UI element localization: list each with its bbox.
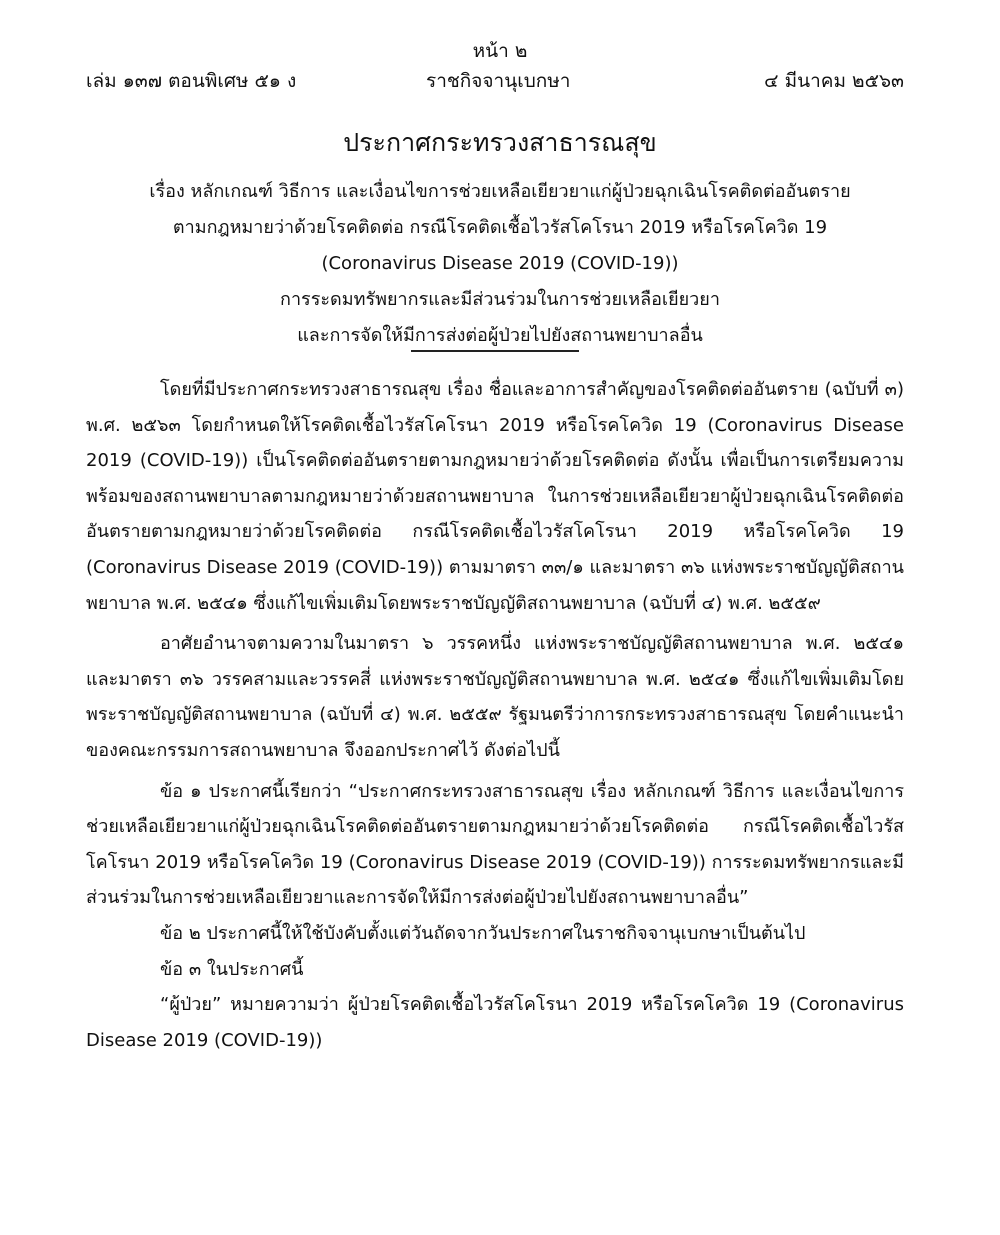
announcement-title-block [0,126,1000,354]
preamble-paragraph: โดยที่มีประกาศกระทรวงสาธารณสุข เรื่อง ชื่อและอาการสำคัญของโรคติดต่ออันตราย (ฉบับที่ ๓) พ.ศ. ๒๕๖๓ โดยกำหนดให้โรคติดเชื้อไวรัสโคโรนา 2019 หรือโรคโควิด 19 (Coronavirus Disease 2019 (COVID-19)) เป็นโรคติดต่ออันตรายตามกฎหมายว่าด้วยโรคติดต่อ ดังนั้น เพื่อเป็นการเตรียมความพร้อมของสถานพยาบาลตามกฎหมายว่าด้วยสถานพยาบาล ในการช่วยเหลือเยียวยาผู้ป่วยฉุกเฉินโรคติดต่ออันตรายตามกฎหมายว่าด้วยโรคติดต่อ กรณีโรคติดเชื้อไวรัสโคโรนา 2019 หรือโรคโควิด 19 (Coronavirus Disease 2019 (COVID-19)) ตามมาตรา ๓๓/๑ และมาตรา ๓๖ แห่งพระราชบัญญัติสถานพยาบาล พ.ศ. ๒๕๔๑ ซึ่งแก้ไขเพิ่มเติมโดยพระราชบัญญัติสถานพยาบาล (ฉบับที่ ๔) พ.ศ. ๒๕๕๙ [86,379,904,614]
announcement-title: ประกาศกระทรวงสาธารณสุข [343,128,657,157]
publication-date: ๔ มีนาคม ๒๕๖๓ [764,70,904,92]
subject-line: และการจัดให้มีการส่งต่อผู้ป่วยไปยังสถานพยาบาลอื่น [297,325,703,346]
subject-line: เรื่อง หลักเกณฑ์ วิธีการ และเงื่อนไขการช่วยเหลือเยียวยาแก่ผู้ป่วยฉุกเฉินโรคติดต่ออันตราย [149,181,851,202]
gazette-name: ราชกิจจานุเบกษา [426,70,571,92]
authority-paragraph: อาศัยอำนาจตามความในมาตรา ๖ วรรคหนึ่ง แห่งพระราชบัญญัติสถานพยาบาล พ.ศ. ๒๕๔๑ และมาตรา ๓๖ วรรคสามและวรรคสี่ แห่งพระราชบัญญัติสถานพยาบาล พ.ศ. ๒๕๔๑ ซึ่งแก้ไขเพิ่มเติมโดยพระราชบัญญัติสถานพยาบาล (ฉบับที่ ๔) พ.ศ. ๒๕๕๙ รัฐมนตรีว่าการกระทรวงสาธารณสุข โดยคำแนะนำของคณะกรรมการสถานพยาบาล จึงออกประกาศไว้ ดังต่อไปนี้ [86,633,904,761]
clause-2: ข้อ ๒ ประกาศนี้ให้ใช้บังคับตั้งแต่วันถัดจากวันประกาศในราชกิจจานุเบกษาเป็นต้นไป [160,922,806,944]
subject-line: การระดมทรัพยากรและมีส่วนร่วมในการช่วยเหลือเยียวยา [280,289,720,310]
definition-patient: “ผู้ป่วย” หมายความว่า ผู้ป่วยโรคติดเชื้อไวรัสโคโรนา 2019 หรือโรคโควิด 19 (Coronavirus Disease 2019 (COVID-19)) [86,994,904,1051]
gazette-header [86,66,904,94]
page-number: หน้า ๒ [472,40,528,62]
subject-line: (Coronavirus Disease 2019 (COVID-19)) [321,253,679,274]
clause-1: ข้อ ๑ ประกาศนี้เรียกว่า “ประกาศกระทรวงสาธารณสุข เรื่อง หลักเกณฑ์ วิธีการ และเงื่อนไขการช่วยเหลือเยียวยาแก่ผู้ป่วยฉุกเฉินโรคติดต่ออันตรายตามกฎหมายว่าด้วยโรคติดต่อ กรณีโรคติดเชื้อไวรัสโคโรนา 2019 หรือโรคโควิด 19 (Coronavirus Disease 2019 (COVID-19)) การระดมทรัพยากรและมีส่วนร่วมในการช่วยเหลือเยียวยาและการจัดให้มีการส่งต่อผู้ป่วยไปยังสถานพยาบาลอื่น” [86,780,904,909]
subject-line: ตามกฎหมายว่าด้วยโรคติดต่อ กรณีโรคติดเชื้อไวรัสโคโรนา 2019 หรือโรคโควิด 19 [172,217,828,238]
announcement-body [86,372,904,1058]
volume-label: เล่ม ๑๓๗ ตอนพิเศษ ๕๑ ง [86,70,297,92]
title-divider [411,350,579,352]
clause-3: ข้อ ๓ ในประกาศนี้ [160,958,304,980]
